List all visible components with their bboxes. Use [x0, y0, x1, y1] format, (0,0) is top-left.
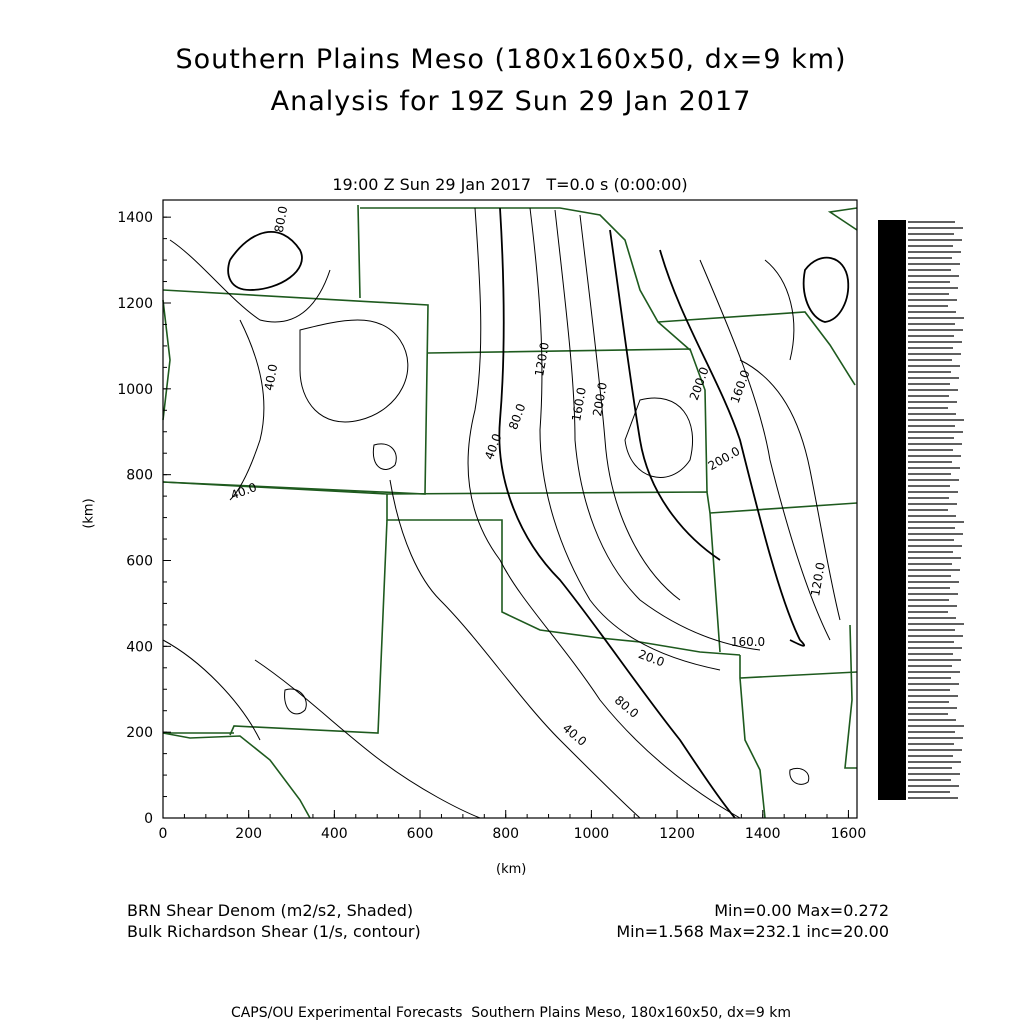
- contour-label: 40.0: [261, 362, 281, 392]
- plot-frame: [163, 200, 857, 818]
- x-tick-label: 800: [492, 826, 520, 842]
- footer-credit: CAPS/OU Experimental Forecasts Southern Plains Meso, 180x160x50, dx=9 km: [230, 1005, 792, 1021]
- boundary-arkansas: [740, 655, 857, 818]
- contour-label: 80.0: [506, 401, 529, 432]
- valid-time-label: 19:00 Z Sun 29 Jan 2017 T=0.0 s (0:00:00): [332, 175, 688, 194]
- colorbar: [878, 220, 964, 800]
- y-tick-label: 800: [126, 467, 153, 484]
- contour-label: 40.0: [228, 480, 259, 503]
- boundary-east: [830, 208, 857, 768]
- y-tick-label: 0: [144, 811, 153, 827]
- contour-label: 40.0: [482, 431, 505, 462]
- boundary-nebraska: [358, 205, 690, 350]
- figure-subtitle: Analysis for 19Z Sun 29 Jan 2017: [270, 86, 752, 117]
- x-axis-label: (km): [496, 862, 527, 877]
- colorbar-rect: [878, 220, 906, 800]
- y-tick-label: 600: [126, 553, 153, 570]
- boundary-rio: [163, 733, 310, 818]
- legend-contour: Bulk Richardson Shear (1/s, contour): [127, 922, 421, 941]
- y-tick-label: 1000: [117, 381, 153, 398]
- legend-shaded: BRN Shear Denom (m2/s2, Shaded): [127, 901, 414, 920]
- contour-label: 40.0: [559, 720, 590, 749]
- y-tick-label: 400: [126, 639, 153, 656]
- y-tick-label: 1400: [117, 210, 153, 227]
- contour-label: 200.0: [705, 443, 743, 474]
- contour-label: 160.0: [727, 368, 753, 406]
- contour-label: 80.0: [271, 204, 291, 234]
- contour-label: 120.0: [808, 561, 828, 598]
- axis-tick-labels: [117, 210, 866, 842]
- y-axis-label: (km): [81, 498, 97, 529]
- y-tick-label: 200: [126, 725, 153, 742]
- boundary-newmexico: [163, 520, 387, 735]
- x-tick-label: 600: [406, 826, 434, 842]
- plot-border: [163, 200, 857, 818]
- contour-label: 160.0: [569, 386, 589, 423]
- stats-contour: Min=1.568 Max=232.1 inc=20.00: [616, 922, 889, 941]
- contour-label-group: [229, 205, 828, 749]
- boundary-kansas: [428, 349, 707, 492]
- stats-shaded: Min=0.00 Max=0.272: [714, 901, 889, 920]
- figure-title: Southern Plains Meso (180x160x50, dx=9 km): [175, 44, 847, 75]
- boundary-missouri: [658, 312, 857, 513]
- boundary-oklahoma: [163, 482, 740, 655]
- state-boundaries: [163, 205, 857, 818]
- x-tick-label: 200: [235, 826, 263, 842]
- brn-contours: [163, 208, 848, 818]
- boundary-colorado: [163, 290, 428, 494]
- x-tick-label: 1600: [830, 826, 867, 842]
- y-tick-label: 1200: [117, 296, 153, 312]
- x-tick-label: 1200: [659, 826, 695, 842]
- contour-label: 120.0: [532, 341, 552, 378]
- x-tick-label: 1400: [744, 826, 781, 842]
- contour-label: 80.0: [611, 692, 642, 721]
- x-tick-label: 400: [320, 826, 348, 842]
- contour-label: 200.0: [686, 365, 712, 403]
- boundary-west-river: [163, 300, 170, 420]
- contour-label: 200.0: [590, 381, 610, 418]
- x-tick-label: 1000: [573, 826, 610, 842]
- x-tick-label: 0: [158, 826, 168, 842]
- contour-label: 160.0: [730, 635, 766, 649]
- contour-label: 20.0: [636, 647, 667, 670]
